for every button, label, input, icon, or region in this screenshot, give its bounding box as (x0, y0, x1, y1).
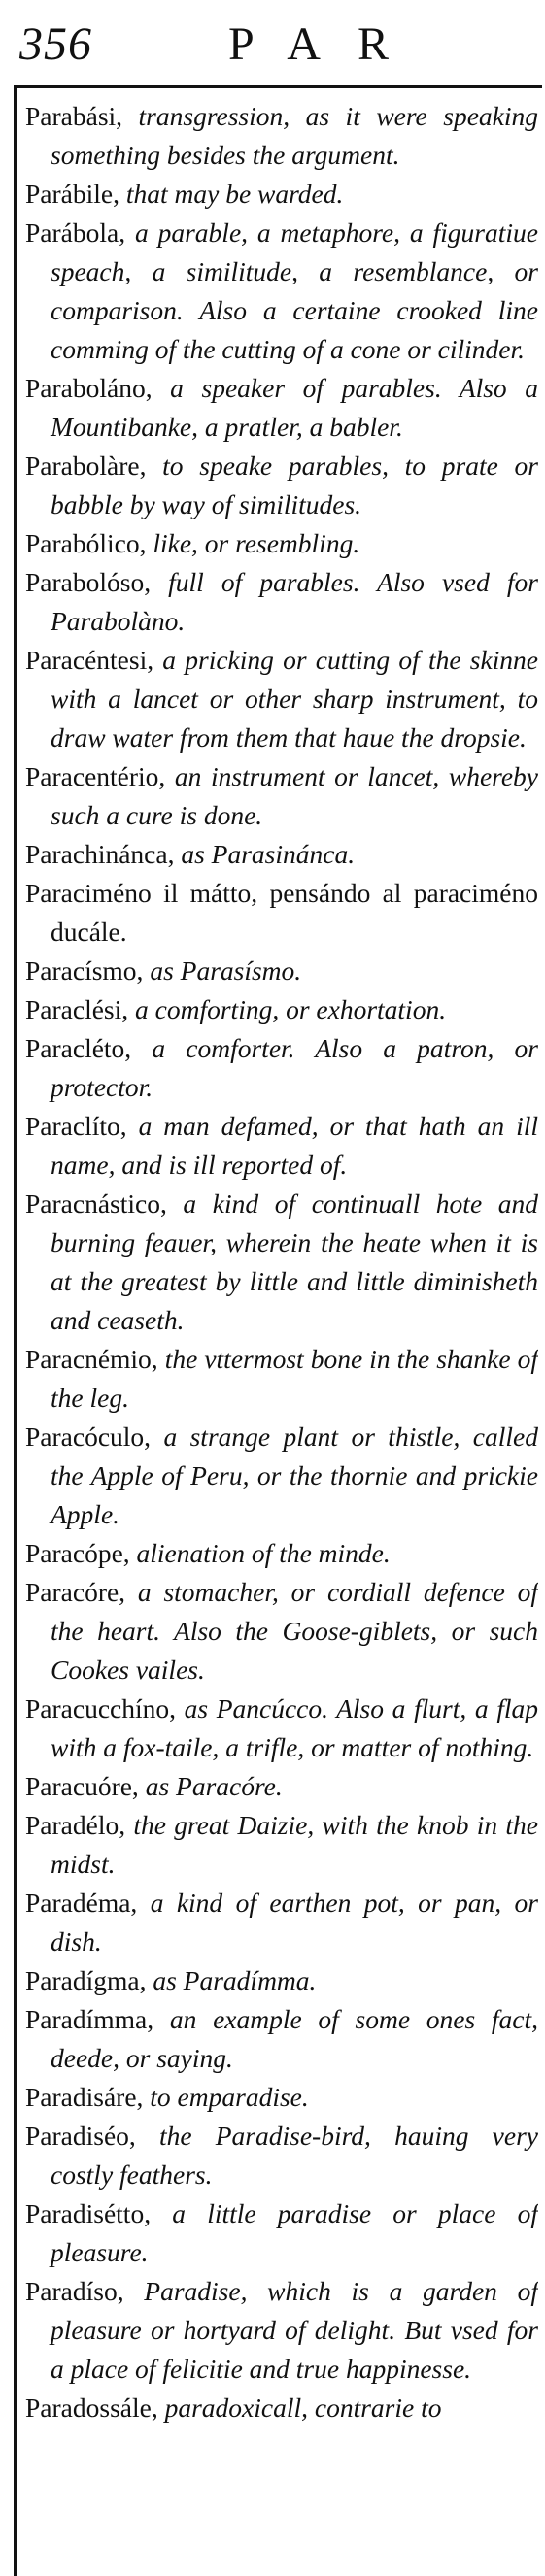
entry-headword: Parabási, (25, 101, 123, 131)
entry-definition: a kind of continuall hote and burning feauer, wherein the heate when it is at the greatest by little and little diminisheth and ceaseth. (51, 1188, 538, 1335)
page-header (0, 0, 545, 97)
running-head: PAR (228, 18, 426, 70)
dictionary-entry (25, 1767, 538, 1806)
page-number: 356 (19, 18, 92, 70)
dictionary-entry (25, 757, 538, 835)
entry-headword: Paradélo, (25, 1810, 126, 1840)
dictionary-entry (25, 2389, 538, 2427)
dictionary-entry (25, 2078, 538, 2117)
entry-definition: as Paracóre. (138, 1771, 283, 1801)
entry-headword: Paracnástico, (25, 1188, 167, 1219)
entry-headword: Parabolàre, (25, 451, 147, 481)
entry-definition: as Paradímma. (146, 1965, 317, 1995)
entry-headword: Paradossále, (25, 2392, 158, 2423)
entry-headword: Paracucchíno, (25, 1693, 176, 1723)
entry-definition: full of parables. Also vsed for Parabolàno. (51, 567, 538, 636)
entry-definition: a parable, a metaphore, a figuratiue speach, a similitude, a resemblance, or comparison. Also a certaine crooked line comming of the cutting of a cone or cilinder. (51, 217, 538, 364)
entry-headword: Parachinánca, (25, 839, 175, 869)
dictionary-entry (25, 447, 538, 524)
entry-definition: to emparadise. (143, 2082, 309, 2112)
entry-definition: a strange plant or thistle, called the Apple of Peru, or the thornie and prickie Apple. (51, 1422, 538, 1529)
entry-definition: a comforter. Also a patron, or protector. (51, 1033, 538, 1102)
dictionary-entry (25, 214, 538, 369)
entry-definition: to speake parables, to prate or babble by way of similitudes. (51, 451, 538, 519)
entry-headword: Paraclési, (25, 994, 129, 1024)
dictionary-entry (25, 874, 538, 952)
dictionary-entry (25, 2194, 538, 2272)
dictionary-entry (25, 97, 538, 175)
entry-headword: Paracentério, (25, 761, 166, 791)
dictionary-entry (25, 1185, 538, 1340)
dictionary-entry (25, 990, 538, 1029)
dictionary-entry (25, 835, 538, 874)
entry-headword: Paraclíto, (25, 1111, 127, 1141)
entry-definition: like, or resembling. (146, 528, 360, 558)
dictionary-entry (25, 2272, 538, 2389)
entry-definition: paradoxicall, contrarie to (157, 2392, 442, 2423)
entry-headword: Parabólico, (25, 528, 147, 558)
dictionary-entry (25, 641, 538, 757)
entry-definition: a pricking or cutting of the skinne with a lancet or other sharp instrument, to draw water from them that haue the dropsie. (51, 645, 538, 753)
entry-definition: the great Daizie, with the knob in the midst. (51, 1810, 538, 1879)
entry-definition: a little paradise or place of pleasure. (51, 2198, 538, 2267)
entry-definition: as Pancúcco. Also a flurt, a flap with a fox-taile, a trifle, or matter of nothing. (51, 1693, 538, 1762)
entry-headword: Parábola, (25, 217, 126, 248)
dictionary-entry (25, 952, 538, 990)
entry-definition: that may be warded. (119, 179, 344, 209)
dictionary-entry (25, 524, 538, 563)
dictionary-entry (25, 369, 538, 447)
entry-headword: Paracléto, (25, 1033, 132, 1063)
dictionary-entry (25, 1418, 538, 1534)
dictionary-entry (25, 1961, 538, 2000)
entry-list (25, 97, 538, 2576)
entry-headword: Parabolóso, (25, 567, 152, 597)
entry-headword: Paraboláno, (25, 373, 153, 403)
entry-definition: the vttermost bone in the shanke of the leg. (51, 1344, 538, 1413)
dictionary-entry (25, 175, 538, 214)
entry-headword: Paradíso, (25, 2276, 124, 2306)
dictionary-entry (25, 1884, 538, 1961)
entry-headword: Paracísmo, (25, 955, 144, 986)
column-rule (14, 85, 17, 2576)
entry-headword: Paradéma, (25, 1888, 138, 1918)
entry-definition: the Paradise-bird, hauing very costly feathers. (51, 2121, 538, 2190)
dictionary-entry (25, 1029, 538, 1107)
entry-definition: as Parasinánca. (174, 839, 356, 869)
entry-headword: Parábile, (25, 179, 119, 209)
entry-definition: an instrument or lancet, whereby such a cure is done. (51, 761, 538, 830)
entry-headword: Paracóculo, (25, 1422, 152, 1452)
entry-headword: Paracnémio, (25, 1344, 158, 1374)
header-rule (14, 85, 542, 88)
dictionary-entry (25, 563, 538, 641)
entry-definition: a kind of earthen pot, or pan, or dish. (51, 1888, 538, 1957)
dictionary-entry (25, 2117, 538, 2194)
entry-definition: as Parasísmo. (143, 955, 302, 986)
entry-definition: a stomacher, or cordiall defence of the heart. Also the Goose-giblets, or such Cookes vailes. (51, 1577, 538, 1685)
entry-headword: Paradisétto, (25, 2198, 152, 2228)
dictionary-entry (25, 1107, 538, 1185)
entry-definition: Paradise, which is a garden of pleasure or hortyard of delight. But vsed for a place of felicitie and true happinesse. (51, 2276, 538, 2384)
entry-headword: Paradiséo, (25, 2121, 136, 2151)
entry-headword: Paradisáre, (25, 2082, 144, 2112)
entry-headword: Paracóre, (25, 1577, 126, 1607)
entry-definition: transgression, as it were speaking something besides the argument. (51, 101, 538, 170)
dictionary-entry (25, 1689, 538, 1767)
entry-definition: an example of some ones fact, deede, or saying. (51, 2004, 538, 2073)
dictionary-entry (25, 1534, 538, 1573)
entry-headword: Paradímma, (25, 2004, 154, 2034)
entry-definition: a man defamed, or that hath an ill name, and is ill reported of. (51, 1111, 538, 1180)
entry-headword: Paracéntesi, (25, 645, 154, 675)
entry-headword: Paracópe, (25, 1538, 130, 1568)
entry-definition: alienation of the minde. (129, 1538, 391, 1568)
entry-headword: Paradígma, (25, 1965, 147, 1995)
dictionary-entry (25, 1573, 538, 1689)
dictionary-entry (25, 2000, 538, 2078)
entry-definition: a comforting, or exhortation. (128, 994, 447, 1024)
dictionary-entry (25, 1340, 538, 1418)
dictionary-entry (25, 1806, 538, 1884)
entry-headword: Paracuóre, (25, 1771, 139, 1801)
entry-headword: Paraciméno il mátto, pensándo al paraciméno ducále. (25, 878, 538, 947)
entry-definition: a speaker of parables. Also a Mountibanke, a pratler, a babler. (51, 373, 538, 442)
